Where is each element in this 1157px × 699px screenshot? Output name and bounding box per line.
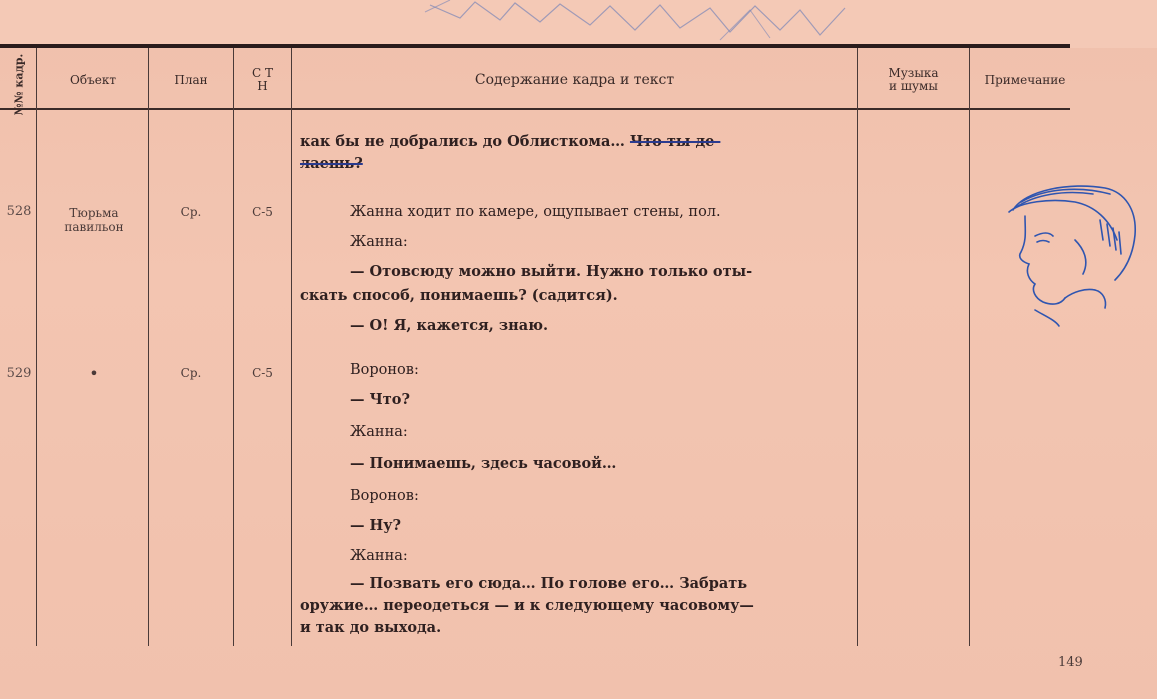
content-line: Жанна: [350, 424, 408, 440]
content-line: скать способ, понимаешь? (садится). [300, 287, 618, 304]
content-line: — Понимаешь, здесь часовой… [350, 455, 617, 472]
content-line: — Позвать его сюда… По голове его… Забрать [350, 575, 748, 592]
content-line: Воронов: [350, 488, 419, 504]
header-music-line2: и шумы [889, 79, 938, 93]
face-sketch-icon [995, 180, 1155, 330]
content-line: — Ну? [350, 517, 402, 534]
table-top-rule [0, 44, 1070, 48]
header-note: Примечание [984, 72, 1066, 87]
struck-text: лаешь? [300, 155, 363, 172]
row-object [40, 206, 148, 234]
header-content: Содержание кадра и текст [474, 71, 675, 88]
row-number: 529 [6, 366, 32, 381]
header-music-line1: Музыка [888, 66, 939, 80]
header-object: Объект [70, 72, 116, 87]
column-divider [233, 48, 234, 646]
row-plan: Ср. [180, 366, 202, 380]
row-number: 528 [6, 204, 32, 219]
content-line: Жанна ходит по камере, ощупывает стены, пол. [350, 204, 721, 220]
column-divider [291, 48, 292, 646]
row-object-line1: Тюрьма [69, 206, 119, 220]
column-divider [857, 48, 858, 646]
continuation-line-1 [300, 132, 720, 152]
header-music [858, 56, 969, 104]
struck-text: Что ты де- [629, 133, 721, 150]
header-stn-top: С Т [252, 66, 273, 80]
column-divider [148, 48, 149, 646]
column-divider [969, 48, 970, 646]
continuation-line-2 [300, 154, 363, 174]
row-stn: С-5 [252, 366, 273, 380]
content-line: оружие… переодеться — и к следующему часовому— [300, 597, 754, 614]
content-line: — О! Я, кажется, знаю. [350, 317, 549, 334]
content-line: — Что? [350, 391, 410, 408]
scribble-icon [420, 0, 860, 45]
header-number: №№ кадр. [12, 53, 26, 115]
header-stn [234, 56, 291, 104]
row-object-line2: павильон [64, 220, 124, 234]
column-divider [36, 48, 37, 646]
row-stn: С-5 [252, 205, 273, 219]
page-number: 149 [1058, 655, 1083, 670]
content-line: Воронов: [350, 362, 419, 378]
row-plan: Ср. [180, 205, 202, 219]
content-line: Жанна: [350, 548, 408, 564]
header-plan: План [174, 72, 208, 87]
content-line: — Отовсюду можно выйти. Нужно только оты- [350, 263, 753, 280]
header-bottom-rule [0, 108, 1070, 110]
row-object: • [89, 364, 99, 383]
header-stn-bottom: Н [257, 79, 268, 93]
continuation-line-1-text: как бы не добрались до Облисткома… [300, 133, 625, 150]
content-line: и так до выхода. [300, 619, 442, 636]
content-line: Жанна: [350, 234, 408, 250]
